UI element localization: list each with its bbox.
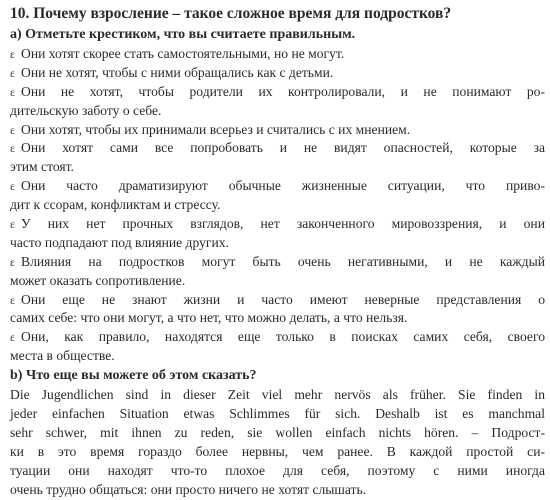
answer-line: Die Jugendlichen sind in dieser Zeit viel mehr nervös als früher. Sie finden in: [10, 387, 545, 403]
checkbox-mark-icon[interactable]: ε: [10, 217, 16, 232]
option-item[interactable]: [10, 139, 545, 177]
option-text: может оказать сопротивление.: [10, 272, 186, 288]
option-line: [10, 328, 545, 347]
option-text: Они часто драматизируют обычные жизненные ситуации, что приво-: [21, 178, 545, 194]
option-text: Влияния на подростков могут быть очень негативными, и не каждый: [21, 253, 545, 269]
option-item[interactable]: [10, 45, 545, 64]
option-line: [10, 102, 545, 121]
checkbox-mark-icon[interactable]: ε: [10, 84, 16, 99]
option-text: Они хотят сами все попробовать и не видят опасностей, которые за: [21, 140, 545, 156]
option-item[interactable]: [10, 64, 545, 83]
option-item[interactable]: [10, 253, 545, 291]
checkbox-mark-icon[interactable]: ε: [10, 141, 16, 156]
options-list: [10, 45, 545, 366]
option-item[interactable]: [10, 291, 545, 329]
option-text: Они не хотят, чтобы родители их контролировали, и не понимают ро-: [21, 83, 545, 99]
option-line: [10, 234, 545, 253]
option-text: Они не хотят, чтобы с ними обращались как с детьми.: [21, 64, 334, 80]
option-text: этим стоят.: [10, 159, 74, 175]
checkbox-mark-icon[interactable]: ε: [10, 122, 16, 137]
option-line: [10, 196, 545, 215]
option-text: Они, как правило, находятся еще только в поисках самих себя, своего: [21, 329, 545, 345]
option-line: [10, 121, 545, 140]
option-item[interactable]: [10, 177, 545, 215]
question-title: 10. Почему взросление – такое сложное время для подростков?: [10, 5, 452, 22]
option-line: [10, 64, 545, 83]
answer-paragraph: [10, 386, 545, 499]
part-b-heading: b) Что еще вы можете об этом сказать?: [10, 368, 257, 384]
answer-line: ки в это время гораздо более нервны, чем ранее. В каждой простой си-: [10, 443, 545, 459]
option-text: самих себе: что они могут, а что нет, что можно делать, а что нельзя.: [10, 310, 408, 326]
option-line: [10, 253, 545, 272]
option-line: [10, 83, 545, 102]
option-item[interactable]: [10, 215, 545, 253]
option-text: часто подпадают под влияние других.: [10, 234, 229, 250]
option-line: [10, 291, 545, 310]
option-text: дительскую заботу о себе.: [10, 102, 162, 118]
option-line: [10, 272, 545, 291]
answer-line: туации они находят что-то плохое для себя, поэтому с ними иногда: [10, 462, 545, 478]
checkbox-mark-icon[interactable]: ε: [10, 47, 16, 61]
answer-line: sehr schwer, mit ihnen zu reden, sie wollen einfach nichts hören. – Подрост-: [10, 424, 545, 440]
option-item[interactable]: [10, 328, 545, 366]
checkbox-mark-icon[interactable]: ε: [10, 65, 16, 80]
option-line: [10, 309, 545, 328]
option-line: [10, 215, 545, 234]
option-line: [10, 139, 545, 158]
option-text: Они еще не знают жизни и часто имеют неверные представления о: [21, 291, 545, 307]
option-text: Они хотят скорее стать самостоятельными, но не могут.: [21, 46, 345, 61]
checkbox-mark-icon[interactable]: ε: [10, 330, 16, 345]
option-text: У них нет прочных взглядов, нет законченного мировоззрения, и они: [21, 216, 545, 232]
option-item[interactable]: [10, 121, 545, 140]
checkbox-mark-icon[interactable]: ε: [10, 254, 16, 269]
part-a-heading: а) Отметьте крестиком, что вы считаете правильным.: [10, 27, 356, 42]
answer-line: очень трудно общаться: они просто ничего не хотят слышать.: [10, 481, 367, 497]
option-text: места в обществе.: [10, 348, 115, 364]
option-line: [10, 45, 545, 64]
checkbox-mark-icon[interactable]: ε: [10, 179, 16, 194]
option-text: дит к ссорам, конфликтам и стрессу.: [10, 197, 221, 213]
option-line: [10, 347, 545, 366]
option-line: [10, 177, 545, 196]
option-item[interactable]: [10, 83, 545, 121]
option-line: [10, 158, 545, 177]
answer-line: jeder einfachen Situation etwas Schlimmes für sich. Deshalb ist es manchmal: [10, 406, 545, 422]
option-text: Они хотят, чтобы их принимали всерьез и считались с их мнением.: [21, 121, 411, 137]
checkbox-mark-icon[interactable]: ε: [10, 292, 16, 307]
exercise-page: [10, 4, 545, 499]
